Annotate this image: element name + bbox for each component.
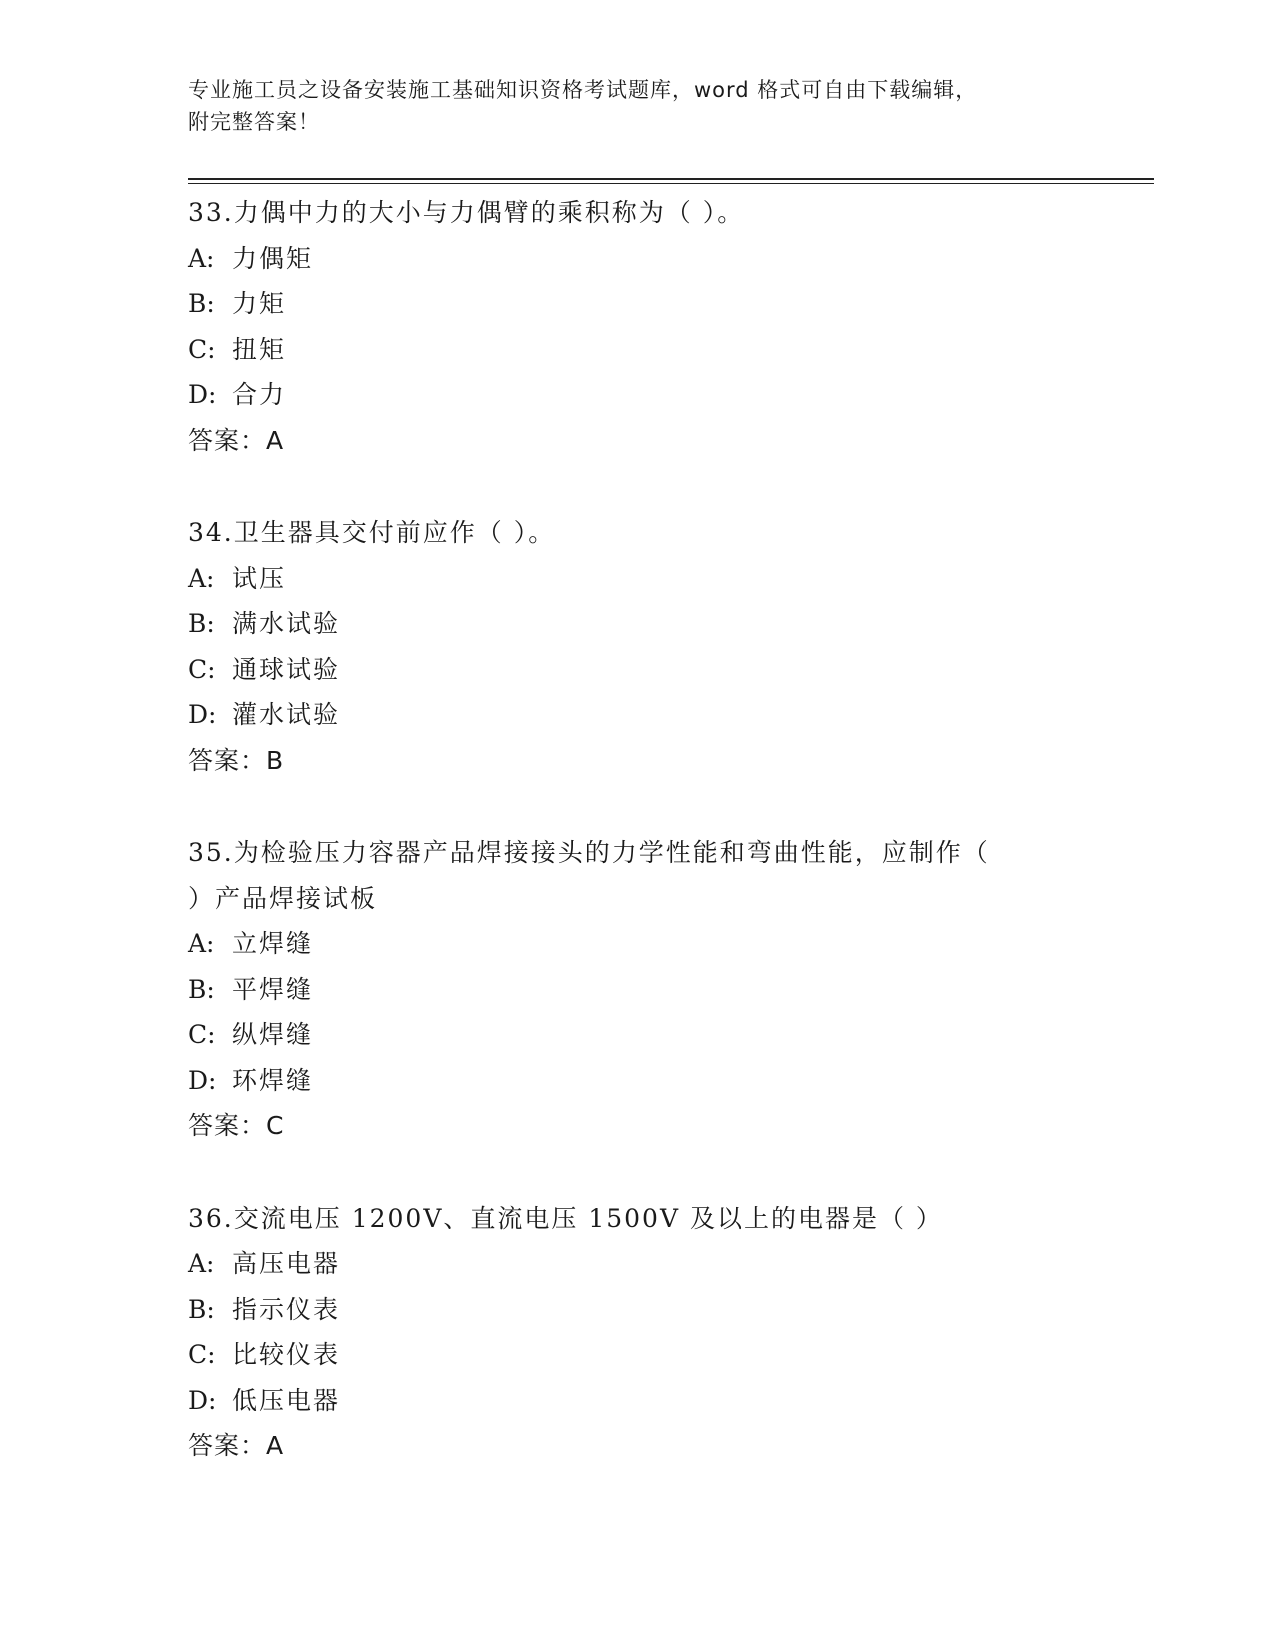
option-text: 灌水试验	[232, 700, 341, 729]
option-text: 立焊缝	[232, 929, 314, 958]
option-letter: A:	[188, 563, 215, 593]
option-c	[188, 327, 1154, 373]
header-divider-thin	[188, 183, 1154, 184]
option-d	[188, 1058, 1154, 1104]
option-letter: A:	[188, 243, 215, 273]
option-text: 纵焊缝	[232, 1020, 314, 1049]
question-stem: 34.卫生器具交付前应作（ ）。	[188, 518, 556, 547]
option-letter: A:	[188, 1249, 215, 1278]
answer-line: 答案：B	[188, 745, 285, 775]
question-list	[188, 190, 1154, 1516]
question-34	[188, 510, 1154, 783]
option-text: 通球试验	[232, 654, 341, 684]
option-text: 试压	[232, 563, 287, 593]
option-letter: A:	[188, 929, 215, 958]
option-letter: C:	[188, 1020, 216, 1049]
option-letter: C:	[188, 1340, 216, 1369]
question-stem-continued: ）产品焊接试板	[188, 883, 378, 913]
option-d	[188, 372, 1154, 418]
option-letter: D:	[188, 700, 217, 729]
option-a	[188, 1241, 1154, 1287]
option-letter: B:	[188, 609, 215, 638]
question-36	[188, 1196, 1154, 1469]
answer-line: 答案：A	[188, 1431, 285, 1460]
question-stem: 36.交流电压 1200V、直流电压 1500V 及以上的电器是（ ）	[188, 1203, 943, 1233]
header-line-2: 附完整答案！	[188, 110, 320, 134]
question-stem: 35.为检验压力容器产品焊接接头的力学性能和弯曲性能，应制作（	[188, 838, 990, 867]
question-stem: 33.力偶中力的大小与力偶臂的乘积称为（ ）。	[188, 198, 745, 227]
answer-line: 答案：A	[188, 425, 285, 455]
option-letter: D:	[188, 1385, 217, 1415]
header-divider-thick	[188, 178, 1154, 180]
option-text: 指示仪表	[232, 1294, 341, 1324]
option-letter: D:	[188, 1065, 217, 1095]
option-b	[188, 281, 1154, 327]
option-letter: B:	[188, 1294, 215, 1324]
option-text: 平焊缝	[232, 974, 314, 1004]
option-text: 扭矩	[232, 334, 287, 364]
option-a	[188, 556, 1154, 602]
option-text: 环焊缝	[232, 1065, 314, 1095]
option-letter: C:	[188, 654, 216, 684]
option-text: 力矩	[232, 289, 287, 318]
question-35	[188, 830, 1154, 1149]
option-a	[188, 236, 1154, 282]
option-text: 高压电器	[232, 1249, 341, 1278]
question-33	[188, 190, 1154, 463]
answer-line: 答案：C	[188, 1111, 285, 1140]
option-a	[188, 921, 1154, 967]
option-letter: D:	[188, 380, 217, 409]
option-text: 满水试验	[232, 609, 341, 638]
option-b	[188, 601, 1154, 647]
option-letter: B:	[188, 974, 215, 1004]
option-d	[188, 1378, 1154, 1424]
option-text: 比较仪表	[232, 1340, 341, 1369]
option-c	[188, 1012, 1154, 1058]
option-letter: B:	[188, 289, 215, 318]
option-c	[188, 647, 1154, 693]
option-d	[188, 692, 1154, 738]
option-b	[188, 967, 1154, 1013]
option-text: 合力	[232, 380, 287, 409]
option-b	[188, 1287, 1154, 1333]
option-letter: C:	[188, 334, 216, 364]
document-header	[188, 74, 1088, 138]
header-line-1: 专业施工员之设备安装施工基础知识资格考试题库，word 格式可自由下载编辑，	[188, 78, 978, 102]
option-c	[188, 1332, 1154, 1378]
option-text: 低压电器	[232, 1385, 341, 1415]
option-text: 力偶矩	[232, 243, 314, 273]
